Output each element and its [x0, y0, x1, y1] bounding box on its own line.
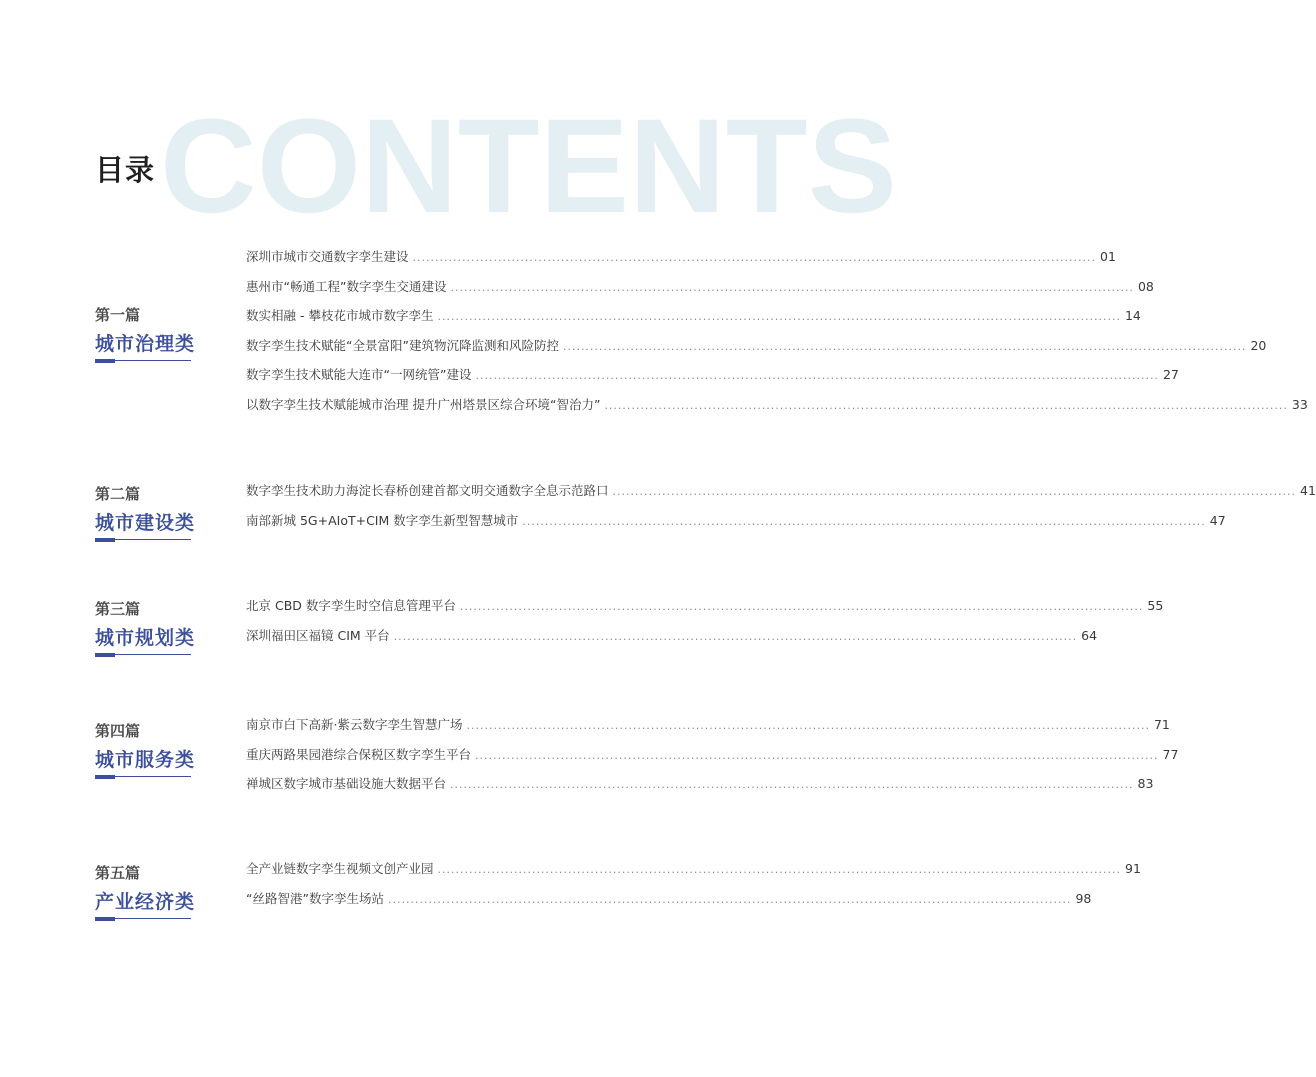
toc-entry-list: [246, 481, 1316, 540]
toc-entry[interactable]: [246, 336, 1267, 366]
section-title: 城市建设类: [95, 512, 196, 534]
dot-leader: [437, 310, 1120, 323]
toc-entry[interactable]: [246, 715, 1170, 745]
dot-leader: [450, 778, 1133, 791]
entry-page: 91: [1125, 861, 1141, 876]
entry-title: 惠州市“畅通工程”数字孪生交通建设: [246, 278, 447, 294]
toc-entry-list: [246, 715, 1179, 804]
toc-entry[interactable]: [246, 365, 1179, 395]
entry-page: 33: [1291, 396, 1308, 412]
entry-title: 以数字孪生技术赋能城市治理 提升广州塔景区综合环境“智治力”: [246, 396, 601, 412]
section-underline-accent: [95, 538, 115, 542]
toc-entry[interactable]: [246, 511, 1226, 541]
section-title: 城市服务类: [95, 749, 196, 771]
section-number: 第五篇: [95, 864, 141, 882]
dot-leader: [450, 281, 1133, 294]
section-number: 第二篇: [95, 485, 141, 503]
toc-entry[interactable]: [246, 859, 1141, 889]
entry-page: 01: [1100, 249, 1116, 264]
dot-leader: [388, 893, 1071, 906]
section-title: 产业经济类: [95, 891, 196, 913]
dot-leader: [394, 630, 1077, 643]
entry-page: 64: [1081, 627, 1098, 643]
dot-leader: [460, 600, 1143, 613]
section-underline-accent: [95, 775, 115, 779]
contents-watermark: CONTENTS: [160, 92, 897, 241]
entry-title: 全产业链数字孪生视频文创产业园: [246, 861, 434, 876]
entry-title: 重庆两路果园港综合保税区数字孪生平台: [246, 746, 472, 762]
dot-leader: [413, 251, 1096, 264]
section-title: 城市治理类: [95, 333, 196, 355]
section-number: 第三篇: [95, 600, 141, 618]
page-title: 目录: [95, 153, 156, 187]
toc-entry-list: [246, 596, 1164, 655]
dot-leader: [604, 399, 1287, 412]
entry-title: 数字孪生技术赋能大连市“一网统管”建设: [246, 367, 472, 382]
entry-page: 08: [1137, 278, 1154, 294]
toc-entry-list: [246, 859, 1141, 918]
entry-page: 77: [1162, 746, 1179, 762]
entry-page: 14: [1124, 308, 1141, 323]
toc-entry[interactable]: [246, 596, 1164, 626]
toc-entry[interactable]: [246, 745, 1179, 775]
toc-entry[interactable]: [246, 626, 1098, 656]
toc-entry[interactable]: [246, 774, 1154, 804]
toc-entry[interactable]: [246, 889, 1092, 919]
entry-title: 南京市白下高新·紫云数字孪生智慧广场: [246, 717, 463, 732]
dot-leader: [466, 719, 1149, 732]
dot-leader: [522, 515, 1205, 528]
dot-leader: [613, 485, 1296, 498]
toc-entry[interactable]: [246, 395, 1308, 425]
entry-title: 数字孪生技术助力海淀长春桥创建首都文明交通数字全息示范路口: [246, 483, 609, 498]
entry-page: 27: [1162, 367, 1179, 382]
entry-page: 83: [1137, 776, 1154, 791]
entry-page: 98: [1075, 890, 1092, 906]
entry-title: “丝路智港”数字孪生场站: [246, 890, 384, 906]
entry-page: 47: [1209, 512, 1226, 528]
section-underline-accent: [95, 917, 115, 921]
dot-leader: [438, 863, 1121, 876]
entry-title: 数实相融 - 攀枝花市城市数字孪生: [246, 308, 434, 323]
entry-page: 41: [1300, 483, 1316, 498]
dot-leader: [563, 340, 1246, 353]
toc-entry[interactable]: [246, 277, 1154, 307]
dot-leader: [475, 749, 1158, 762]
entry-title: 深圳市城市交通数字孪生建设: [246, 249, 409, 264]
toc-entry-list: [246, 247, 1308, 424]
section-underline-accent: [95, 359, 115, 363]
entry-title: 北京 CBD 数字孪生时空信息管理平台: [246, 598, 456, 613]
toc-entry[interactable]: [246, 247, 1116, 277]
entry-title: 数字孪生技术赋能“全景富阳”建筑物沉降监测和风险防控: [246, 337, 559, 353]
entry-page: 71: [1153, 717, 1170, 732]
entry-title: 深圳福田区福镜 CIM 平台: [246, 627, 390, 643]
section-underline-accent: [95, 653, 115, 657]
dot-leader: [475, 369, 1158, 382]
entry-title: 禅城区数字城市基础设施大数据平台: [246, 776, 447, 791]
entry-page: 55: [1147, 598, 1164, 613]
section-title: 城市规划类: [95, 627, 196, 649]
toc-entry[interactable]: [246, 481, 1316, 511]
entry-title: 南部新城 5G+AIoT+CIM 数字孪生新型智慧城市: [246, 512, 519, 528]
section-number: 第一篇: [95, 306, 141, 324]
toc-entry[interactable]: [246, 306, 1141, 336]
entry-page: 20: [1250, 337, 1267, 353]
section-number: 第四篇: [95, 722, 141, 740]
